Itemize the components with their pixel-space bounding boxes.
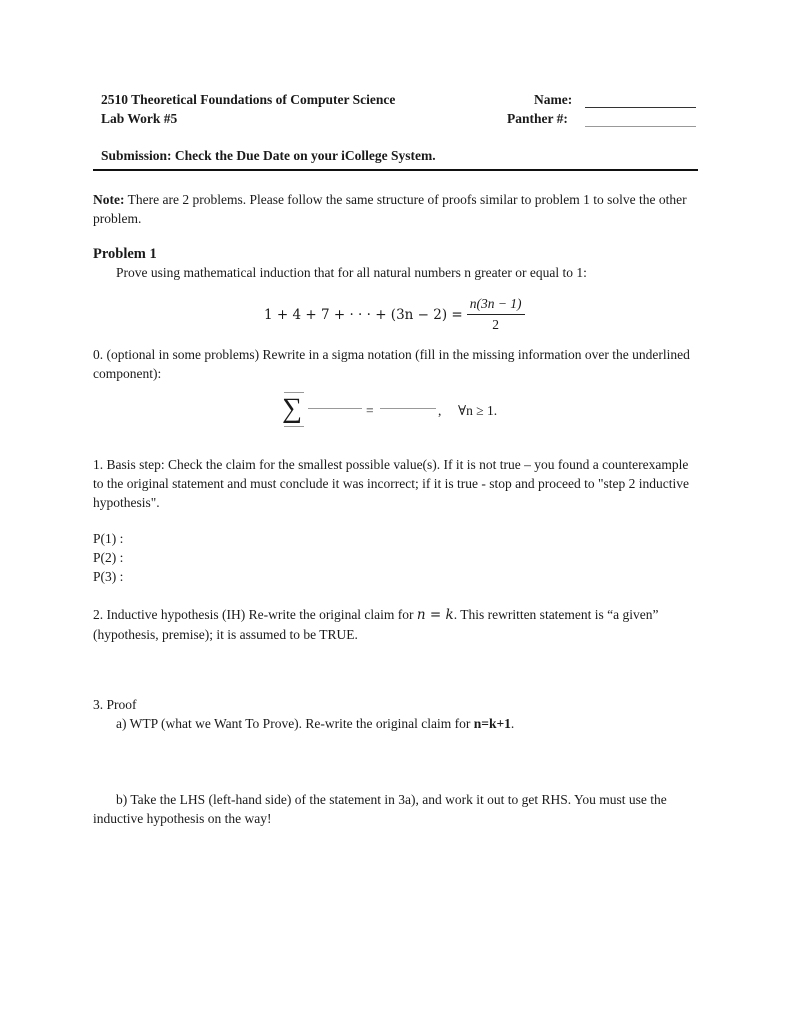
submission-line: Submission: Check the Due Date on your iCollege System.: [101, 148, 436, 163]
lab-title: Lab Work #5: [101, 111, 178, 126]
equation-numerator: n(3n − 1): [467, 296, 525, 315]
step2-text-a: 2. Inductive hypothesis (IH) Re-write the original claim for: [93, 607, 417, 622]
p3-label: P(3) :: [93, 569, 124, 584]
name-blank: [585, 95, 696, 108]
sigma-equals: =: [366, 403, 374, 418]
step3a-bold: n=k+1: [473, 716, 511, 731]
equation-lhs: 1 + 4 + 7 + · · · + (3n − 2) =: [264, 306, 463, 323]
sigma-summand-blank: [308, 408, 362, 409]
step3-title: 3. Proof: [93, 697, 137, 712]
step3b-paragraph: b) Take the LHS (left-hand side) of the statement in 3a), and work it out to get RHS. You must use the inductive hypothesis on the way!: [93, 792, 667, 826]
step1-paragraph: 1. Basis step: Check the claim for the smallest possible value(s). If it is not true – you found a counterexample to the original statement and must conclude it was incorrect; if it is true - stop and proceed to "step 2 inductive hypothesis".: [93, 457, 689, 510]
course-title: 2510 Theoretical Foundations of Computer Science: [101, 92, 396, 107]
equation-denominator: 2: [492, 317, 499, 332]
step3a-line: [116, 716, 514, 732]
panther-blank: [585, 114, 696, 127]
note-paragraph: [93, 190, 698, 228]
forall-text: ∀n ≥ 1.: [458, 403, 498, 418]
sigma-result-blank: [380, 408, 436, 409]
panther-label: Panther #:: [507, 111, 568, 126]
step0-paragraph: 0. (optional in some problems) Rewrite in a sigma notation (fill in the missing information over the underlined component):: [93, 347, 690, 381]
step3a-text: a) WTP (what we Want To Prove). Re-write the original claim for: [116, 716, 474, 731]
step2-math: n = k: [416, 607, 454, 623]
step3a-end: .: [510, 716, 515, 731]
p1-label: P(1) :: [93, 531, 124, 546]
problem-intro: Prove using mathematical induction that for all natural numbers n greater or equal to 1:: [116, 265, 587, 280]
step2-paragraph: [93, 605, 698, 644]
sigma-lower-blank: [284, 426, 304, 427]
p2-label: P(2) :: [93, 550, 124, 565]
sigma-icon: ∑: [282, 393, 302, 424]
step2-text-b: . This rewritten statement is “a given” (hypothesis, premise); it is assumed to be TRUE.: [93, 607, 659, 642]
equation-fraction: [467, 296, 525, 333]
name-label: Name:: [534, 92, 573, 107]
note-text: There are 2 problems. Please follow the same structure of proofs similar to problem 1 to solve the other problem.: [93, 192, 687, 226]
note-label: Note:: [93, 192, 125, 207]
main-equation: [264, 296, 525, 333]
sigma-expression: [282, 393, 542, 446]
problem-title: Problem 1: [93, 246, 157, 262]
header-divider: [93, 169, 698, 171]
sigma-comma: ,: [438, 403, 442, 418]
